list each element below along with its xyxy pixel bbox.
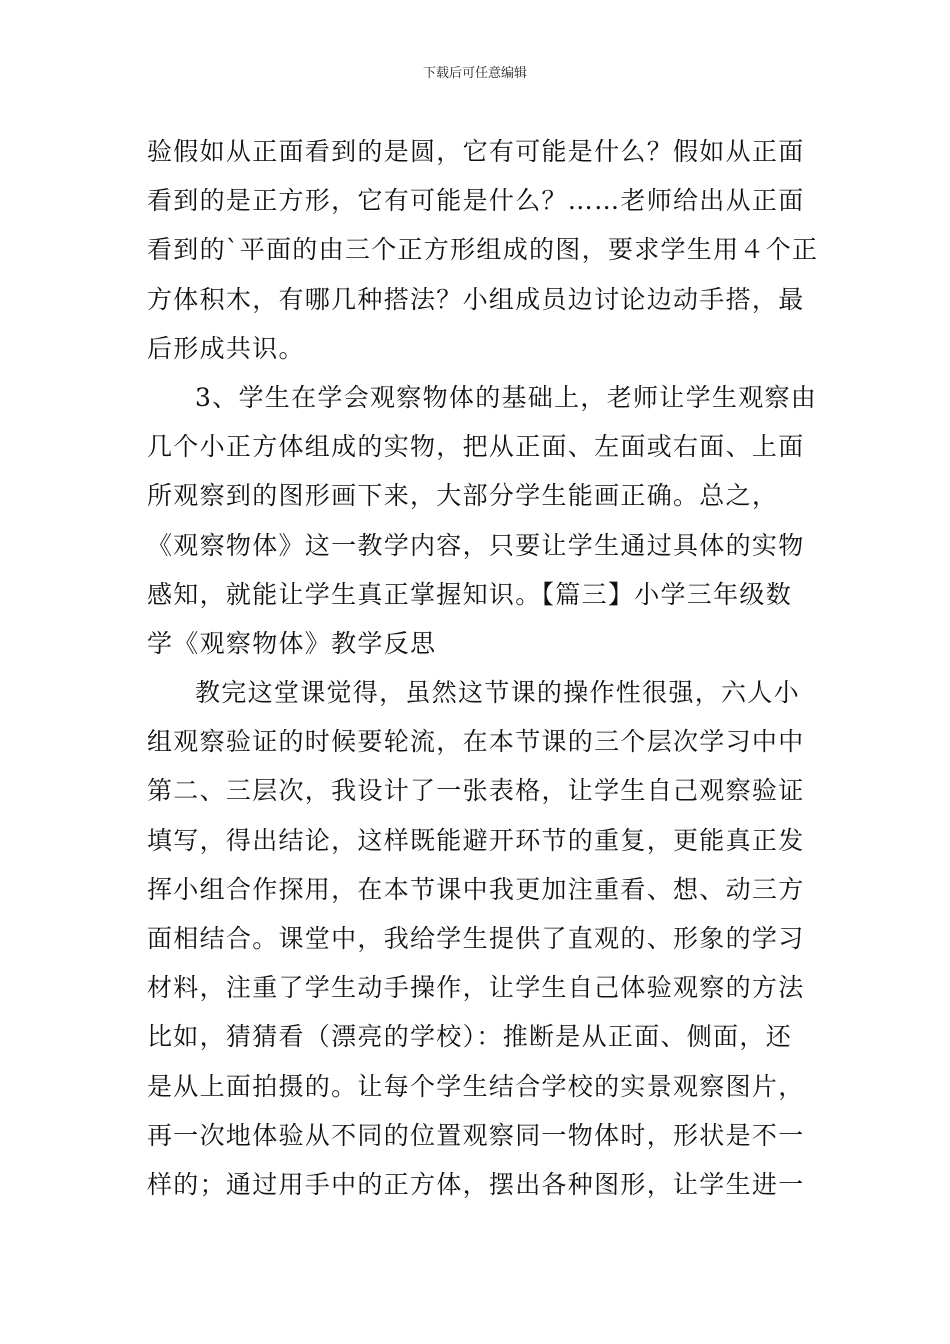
- text-line: 填写，得出结论，这样既能避开环节的重复，更能真正发: [147, 825, 805, 855]
- text-line: 看到的`平面的由三个正方形组成的图，要求学生用４个正: [147, 235, 819, 265]
- text-line: 再一次地体验从不同的位置观察同一物体时，形状是不一: [147, 1120, 805, 1150]
- paragraph-2: [147, 373, 818, 668]
- text-line: 材料，注重了学生动手操作，让学生自己体验观察的方法: [147, 973, 805, 1003]
- text-line: 感知，就能让学生真正掌握知识。【篇三】小学三年级数: [147, 579, 793, 609]
- text-line: 后形成共识。: [147, 333, 305, 363]
- text-line: 《观察物体》这一教学内容，只要让学生通过具体的实物: [147, 530, 805, 560]
- page-header: 下载后可任意编辑: [422, 66, 527, 81]
- text-line: 学《观察物体》教学反思: [147, 628, 437, 658]
- paragraph-3: [147, 668, 807, 1209]
- text-line: 看到的是正方形，它有可能是什么？……老师给出从正面: [147, 186, 805, 216]
- text-line: 是从上面拍摄的。让每个学生结合学校的实景观察图片，: [147, 1071, 805, 1101]
- text-line: 方体积木，有哪几种搭法？小组成员边讨论边动手搭，最: [147, 284, 805, 314]
- text-line: 比如，猜猜看（漂亮的学校）：推断是从正面、侧面，还: [147, 1022, 793, 1052]
- text-line: 3、学生在学会观察物体的基础上，老师让学生观察由: [195, 382, 818, 412]
- document-body: [147, 127, 819, 1209]
- text-line: 挥小组合作探用，在本节课中我更加注重看、想、动三方: [147, 874, 805, 904]
- paragraph-1: [147, 127, 819, 373]
- text-line: 验假如从正面看到的是圆，它有可能是什么？假如从正面: [147, 137, 805, 166]
- text-line: 面相结合。课堂中，我给学生提供了直观的、形象的学习: [147, 924, 805, 953]
- text-line: 教完这堂课觉得，虽然这节课的操作性很强，六人小: [195, 678, 800, 708]
- text-line: 所观察到的图形画下来，大部分学生能画正确。总之，: [147, 481, 779, 511]
- text-line: 几个小正方体组成的实物，把从正面、左面或右面、上面: [147, 432, 805, 462]
- text-line: 样的；通过用手中的正方体，摆出各种图形，让学生进一: [147, 1169, 805, 1199]
- text-line: 第二、三层次，我设计了一张表格，让学生自己观察验证: [147, 776, 805, 806]
- text-line: 组观察验证的时候要轮流，在本节课的三个层次学习中中: [147, 727, 805, 757]
